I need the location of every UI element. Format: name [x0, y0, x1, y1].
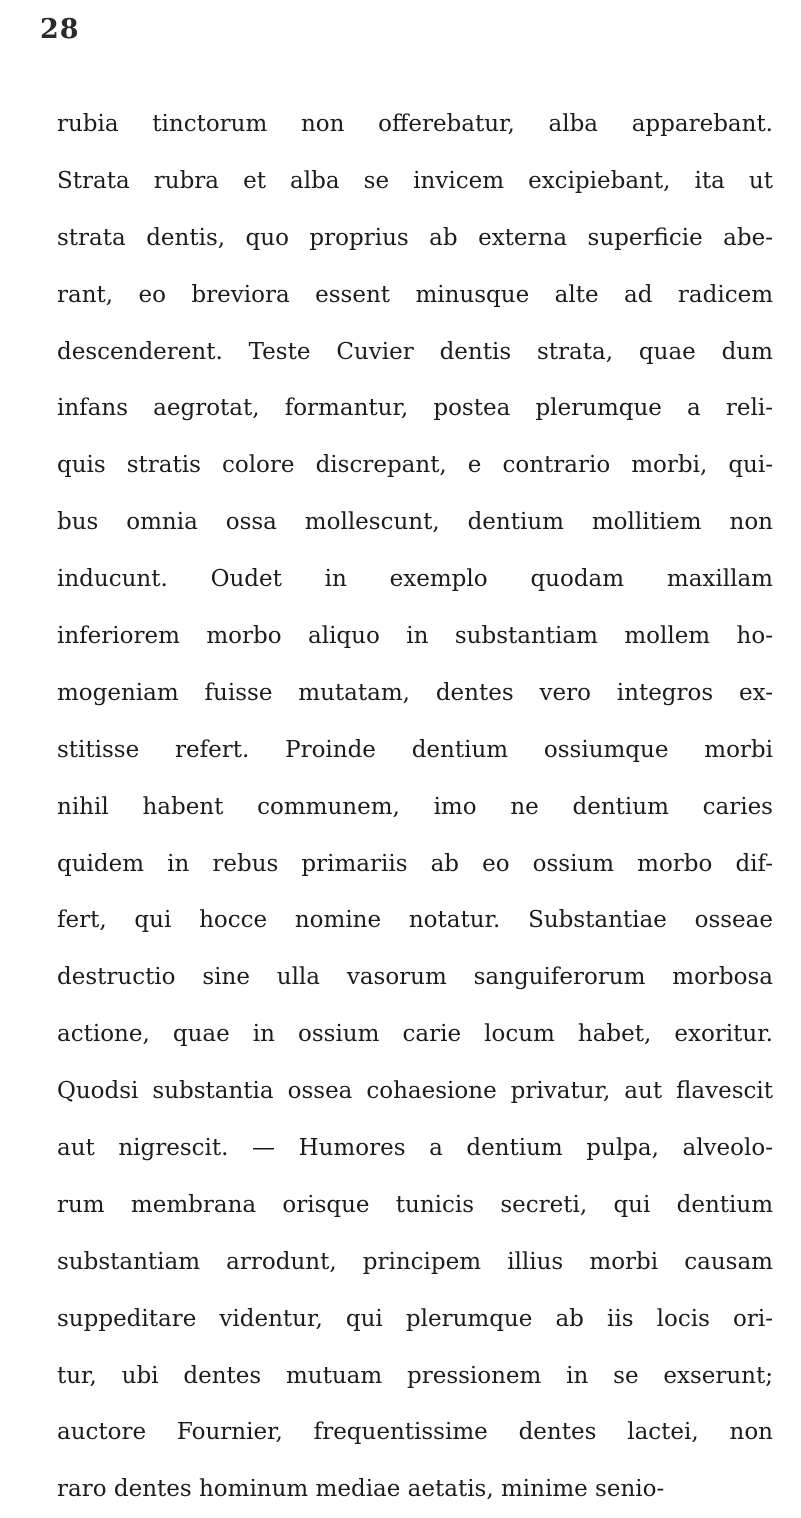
text-line: rum membrana orisque tunicis secreti, qui dentium: [57, 1191, 773, 1218]
text-line: infans aegrotat, formantur, postea plerumque a reli-: [57, 395, 773, 422]
text-line: Strata rubra et alba se invicem excipiebant, ita ut: [57, 167, 773, 194]
text-line: rant, eo breviora essent minusque alte ad radicem: [57, 281, 773, 308]
text-line: fert, qui hocce nomine notatur. Substantiae osseae: [57, 907, 773, 934]
body-text: [57, 96, 773, 1518]
text-line: substantiam arrodunt, principem illius morbi causam: [57, 1248, 773, 1275]
text-line: nihil habent communem, imo ne dentium caries: [57, 793, 773, 820]
text-line: quis stratis colore discrepant, e contrario morbi, qui-: [57, 452, 773, 479]
text-line: actione, quae in ossium carie locum habet, exoritur.: [57, 1021, 773, 1048]
text-line: bus omnia ossa mollescunt, dentium mollitiem non: [57, 509, 773, 536]
text-line: inducunt. Oudet in exemplo quodam maxillam: [57, 566, 773, 593]
text-line: stitisse refert. Proinde dentium ossiumque morbi: [57, 736, 773, 763]
page-number: 28: [40, 14, 80, 45]
text-line: raro dentes hominum mediae aetatis, minime senio-: [57, 1476, 665, 1503]
text-line: descenderent. Teste Cuvier dentis strata, quae dum: [57, 338, 773, 365]
text-line: suppeditare videntur, qui plerumque ab iis locis ori-: [57, 1305, 773, 1332]
text-line: rubia tinctorum non offerebatur, alba apparebant.: [57, 111, 773, 137]
text-line: auctore Fournier, frequentissime dentes lactei, non: [57, 1419, 773, 1446]
text-line: inferiorem morbo aliquo in substantiam mollem ho-: [57, 623, 773, 650]
text-line: aut nigrescit. — Humores a dentium pulpa, alveolo-: [57, 1135, 773, 1162]
text-line: Quodsi substantia ossea cohaesione privatur, aut flavescit: [57, 1078, 773, 1105]
text-line: mogeniam fuisse mutatam, dentes vero integros ex-: [57, 679, 773, 706]
text-line: strata dentis, quo proprius ab externa superficie abe-: [57, 224, 773, 251]
text-line: quidem in rebus primariis ab eo ossium morbo dif-: [57, 850, 773, 877]
text-line: tur, ubi dentes mutuam pressionem in se exserunt;: [57, 1362, 773, 1389]
text-line: destructio sine ulla vasorum sanguiferorum morbosa: [57, 964, 773, 991]
